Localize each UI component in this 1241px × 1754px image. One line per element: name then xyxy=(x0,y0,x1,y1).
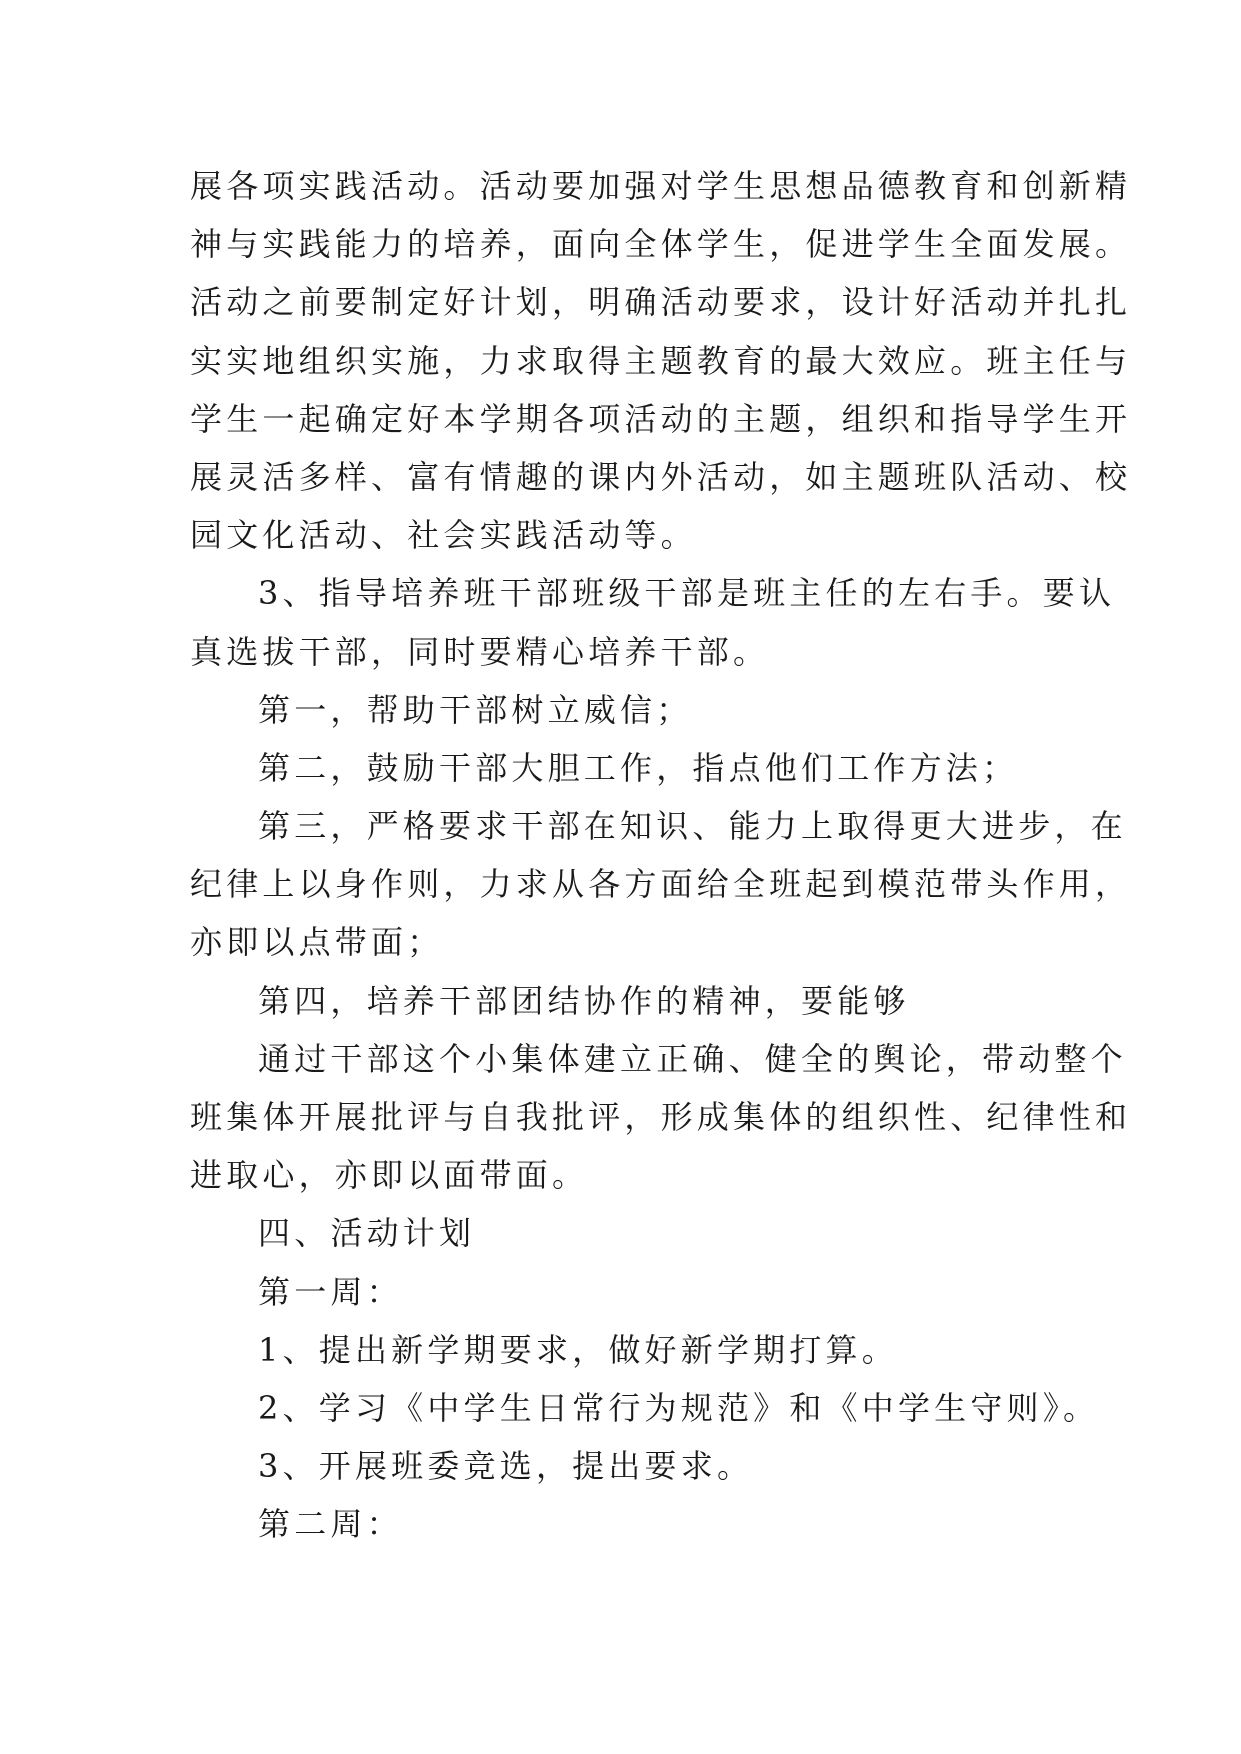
paragraph-line: 第二周： xyxy=(258,1505,403,1544)
paragraph-line: 3、指导培养班干部班级干部是班主任的左右手。要认 xyxy=(258,574,1116,613)
paragraph-line: 实实地组织实施，力求取得主题教育的最大效应。班主任与 xyxy=(190,341,1132,380)
paragraph-line: 园文化活动、社会实践活动等。 xyxy=(190,516,697,555)
paragraph-line: 第三，严格要求干部在知识、能力上取得更大进步，在 xyxy=(258,807,1127,846)
paragraph-line: 学生一起确定好本学期各项活动的主题，组织和指导学生开 xyxy=(190,399,1132,438)
paragraph-line: 1、提出新学期要求，做好新学期打算。 xyxy=(258,1330,898,1369)
paragraph-line: 进取心，亦即以面带面。 xyxy=(190,1156,589,1195)
paragraph-line: 第一，帮助干部树立威信； xyxy=(258,690,693,729)
document-body xyxy=(190,157,1132,1554)
paragraph-line: 通过干部这个小集体建立正确、健全的舆论，带动整个 xyxy=(258,1039,1127,1078)
paragraph-line: 第一周： xyxy=(258,1272,403,1311)
paragraph-line: 四、活动计划 xyxy=(258,1214,476,1253)
paragraph-line: 第二，鼓励干部大胆工作，指点他们工作方法； xyxy=(258,748,1019,787)
paragraph-line: 班集体开展批评与自我批评，形成集体的组织性、纪律性和 xyxy=(190,1098,1132,1136)
paragraph-line: 活动之前要制定好计划，明确活动要求，设计好活动并扎扎 xyxy=(190,283,1132,322)
paragraph-line: 2、学习《中学生日常行为规范》和《中学生守则》。 xyxy=(258,1388,1100,1427)
paragraph-line: 第四，培养干部团结协作的精神，要能够 xyxy=(258,981,910,1020)
paragraph-line: 真选拔干部，同时要精心培养干部。 xyxy=(190,632,770,671)
paragraph-line: 3、开展班委竞选，提出要求。 xyxy=(258,1447,754,1486)
paragraph-line: 神与实践能力的培养，面向全体学生，促进学生全面发展。 xyxy=(190,225,1132,264)
paragraph-line: 亦即以点带面； xyxy=(190,923,444,962)
paragraph-line: 纪律上以身作则，力求从各方面给全班起到模范带头作用， xyxy=(190,865,1132,904)
paragraph-line: 展各项实践活动。活动要加强对学生思想品德教育和创新精 xyxy=(190,167,1132,205)
paragraph-line: 展灵活多样、富有情趣的课内外活动，如主题班队活动、校 xyxy=(190,457,1132,496)
